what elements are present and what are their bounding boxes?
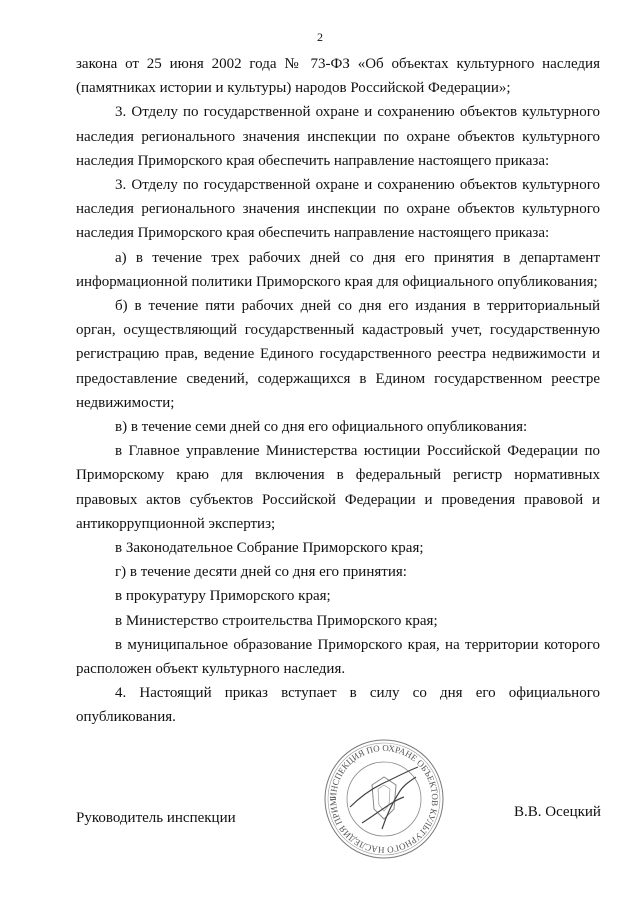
official-stamp [322, 737, 446, 861]
paragraph: в Министерство строительства Приморского края; [115, 612, 438, 629]
paragraph: б) в течение пяти рабочих дней со дня его издания в территориальный орган, осуществляющий государственный кадастровый учет, государственную регистрацию прав, ведение Единого государственного реестра недвижимости и предоставление сведений, содержащихся в Едином государственном реестре недвижимости; [76, 298, 600, 411]
signatory-name: В.В. Осецкий [514, 804, 601, 820]
document-body [76, 52, 600, 730]
paragraph: в Законодательное Собрание Приморского края; [115, 540, 424, 557]
page-number: 2 [317, 30, 323, 44]
paragraph: в муниципальное образование Приморского края, на территории которого расположен объект культурного наследия. [76, 636, 600, 678]
signatory-position: Руководитель инспекции [76, 810, 236, 826]
paragraph: а) в течение трех рабочих дней со дня его принятия в департамент информационной политики Приморского края для официального опубликования; [76, 249, 600, 290]
stamp-ring-text: ИНСПЕКЦИЯ ПО ОХРАНЕ ОБЪЕКТОВ КУЛЬТУРНОГО НАСЛЕДИЯ ПРИМ [327, 742, 441, 856]
paragraph: 4. Настоящий приказ вступает в силу со дня его официального опубликования. [76, 685, 600, 726]
paragraph: 3. Отделу по государственной охране и сохранению объектов культурного наследия регионального значения инспекции по охране объектов культурного наследия Приморского края обеспечить направление настоящего приказа: [76, 177, 600, 242]
paragraph: закона от 25 июня 2002 года № 73-ФЗ «Об объектах культурного наследия (памятниках истории и культуры) народов Российской Федерации»; [76, 56, 600, 97]
stamp-seal-icon [322, 737, 446, 861]
paragraph: г) в течение десяти дней со дня его принятия: [115, 564, 407, 581]
paragraph: 3. Отделу по государственной охране и сохранению объектов культурного наследия регионального значения инспекции по охране объектов культурного наследия Приморского края обеспечить направление настоящего приказа: [76, 104, 600, 169]
paragraph: в Главное управление Министерства юстиции Российской Федерации по Приморскому краю для включения в федеральный регистр нормативных правовых актов субъектов Российской Федерации и проведения правовой и антикоррупционной экспертиз; [76, 443, 600, 532]
paragraph: в прокуратуру Приморского края; [115, 588, 331, 605]
paragraph: в) в течение семи дней со дня его официального опубликования: [115, 419, 528, 436]
